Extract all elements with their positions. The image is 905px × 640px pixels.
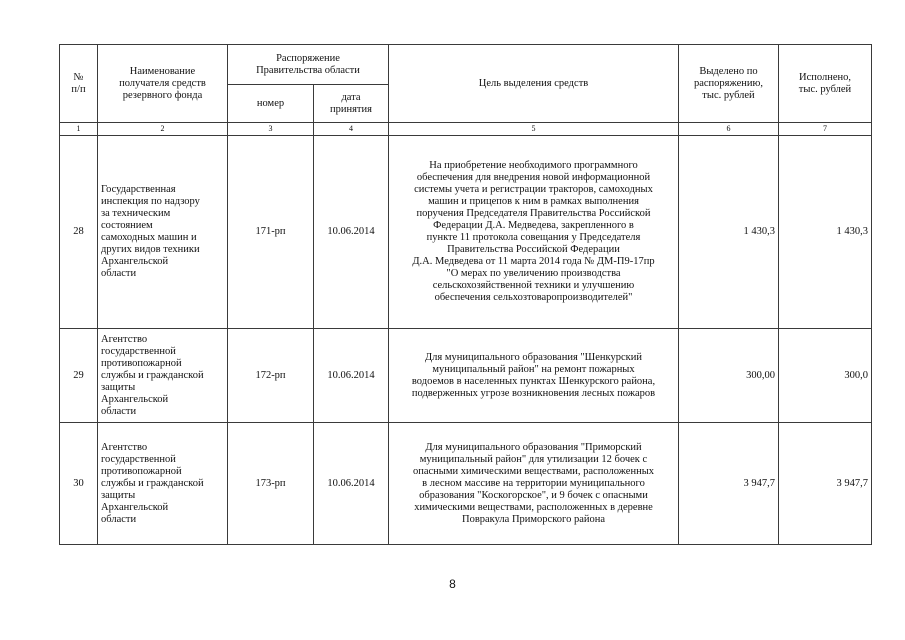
text-line: самоходных машин и [101,232,197,243]
order-date: 10.06.2014 [314,423,389,545]
text-line: Архангельской [101,501,169,513]
text-line: На приобретение необходимого программного [429,160,638,171]
text-line: Правительства Российской Федерации [447,244,620,255]
text-line: за техническим [101,208,171,219]
text-line: Исполнено, [799,71,851,83]
text-line: машин и прицепов к ним в рамках выполнения [428,196,639,207]
order-date: 10.06.2014 [314,136,389,329]
column-number: 3 [228,123,314,136]
text-line: п/п [71,83,86,95]
order-date: 10.06.2014 [314,329,389,423]
text-line: службы и гражданской [101,477,204,489]
text-line: обеспечения для внедрения новой информационной [416,172,651,183]
text-line: противопожарной [101,357,182,369]
text-line: других видов техники [101,244,200,255]
header-recipient [98,45,228,123]
allocated-amount: 300,00 [679,329,779,423]
text-line: защиты [101,381,136,393]
executed-amount: 1 430,3 [779,136,872,329]
text-line: № [73,71,84,83]
text-line: области [101,268,137,279]
text-line: образования "Коскогорское", и 9 бочек с опасными [419,489,648,501]
column-number: 6 [679,123,779,136]
text-line: дата [341,91,361,103]
reserve-fund-table [59,44,872,545]
purpose-text [389,329,679,423]
text-line: Государственная [101,184,176,195]
text-line: муниципальный район" для утилизации 12 бочек с [419,453,648,465]
header-num [60,45,98,123]
order-number: 172-рп [228,329,314,423]
column-number: 2 [98,123,228,136]
text-line: в лесном массиве на территории муниципального [422,477,645,489]
allocated-amount: 3 947,7 [679,423,779,545]
text-line: подверженных угрозе возникновения лесных пожаров [411,387,656,399]
recipient-name [98,136,228,329]
row-num: 29 [60,329,98,423]
text-line: Наименование [129,65,196,77]
column-number: 5 [389,123,679,136]
header-order-date [314,85,389,123]
text-line: службы и гражданской [101,369,204,381]
table-row [60,136,872,329]
text-line: области [101,405,137,417]
text-line: государственной [101,453,176,465]
column-number: 4 [314,123,389,136]
header-order-group [228,45,389,85]
text-line: опасными химическими веществами, расположенных [412,465,654,477]
text-line: химическими веществами, расположенных в деревне [414,501,653,513]
text-line: Повракула Приморского района [461,513,606,525]
text-line: принятия [330,103,372,115]
text-line: тыс. рублей [798,83,852,95]
text-line: Правительства области [256,64,360,76]
column-number: 1 [60,123,98,136]
text-line: защиты [101,489,136,501]
text-line: поручения Председателя Правительства Российской [416,208,651,219]
text-line: противопожарной [101,465,182,477]
text-line: распоряжению, [693,77,763,89]
text-line: пункте 11 протокола совещания у Председателя [426,232,641,243]
text-line: Для муниципального образования "Шенкурский [424,351,643,363]
page-number: 8 [449,577,456,591]
table-row [60,423,872,545]
order-number: 171-рп [228,136,314,329]
purpose-text [389,136,679,329]
text-line: Агентство [101,441,148,453]
header-purpose: Цель выделения средств [389,45,679,123]
purpose-text [389,423,679,545]
row-num: 28 [60,136,98,329]
text-line: "О мерах по увеличению производства [446,268,621,279]
column-number-row [60,123,872,136]
text-line: Архангельской [101,393,169,405]
header-executed [779,45,872,123]
text-line: тыс. рублей [702,89,755,101]
executed-amount: 3 947,7 [779,423,872,545]
text-line: состоянием [101,220,153,231]
text-line: инспекция по надзору [101,196,200,207]
text-line: Д.А. Медведева от 11 марта 2014 года № ДМ-П9-17пр [412,256,655,267]
text-line: резервного фонда [122,89,203,101]
text-line: муниципальный район" на ремонт пожарных [432,363,635,375]
text-line: Выделено по [699,65,758,77]
header-allocated [679,45,779,123]
recipient-name [98,423,228,545]
text-line: государственной [101,345,176,357]
column-number: 7 [779,123,872,136]
text-line: обеспечения сельхозтоваропроизводителей" [434,292,633,303]
text-line: системы учета и регистрации тракторов, самоходных [414,184,653,195]
text-line: Распоряжение [276,52,340,64]
text-line: сельскохозяйственной техники и улучшению [432,280,635,291]
recipient-name [98,329,228,423]
executed-amount: 300,0 [779,329,872,423]
table-row [60,329,872,423]
row-num: 30 [60,423,98,545]
text-line: Федерации Д.А. Медведева, закрепленного в [433,220,634,231]
order-number: 173-рп [228,423,314,545]
header-order-number: номер [228,85,314,123]
text-line: области [101,513,137,525]
text-line: Для муниципального образования "Приморский [425,441,642,453]
text-line: получателя средств [119,77,206,89]
text-line: Архангельской [101,256,169,267]
text-line: Агентство [101,333,148,345]
allocated-amount: 1 430,3 [679,136,779,329]
text-line: водоемов в населенных пунктах Шенкурского района, [411,375,656,387]
